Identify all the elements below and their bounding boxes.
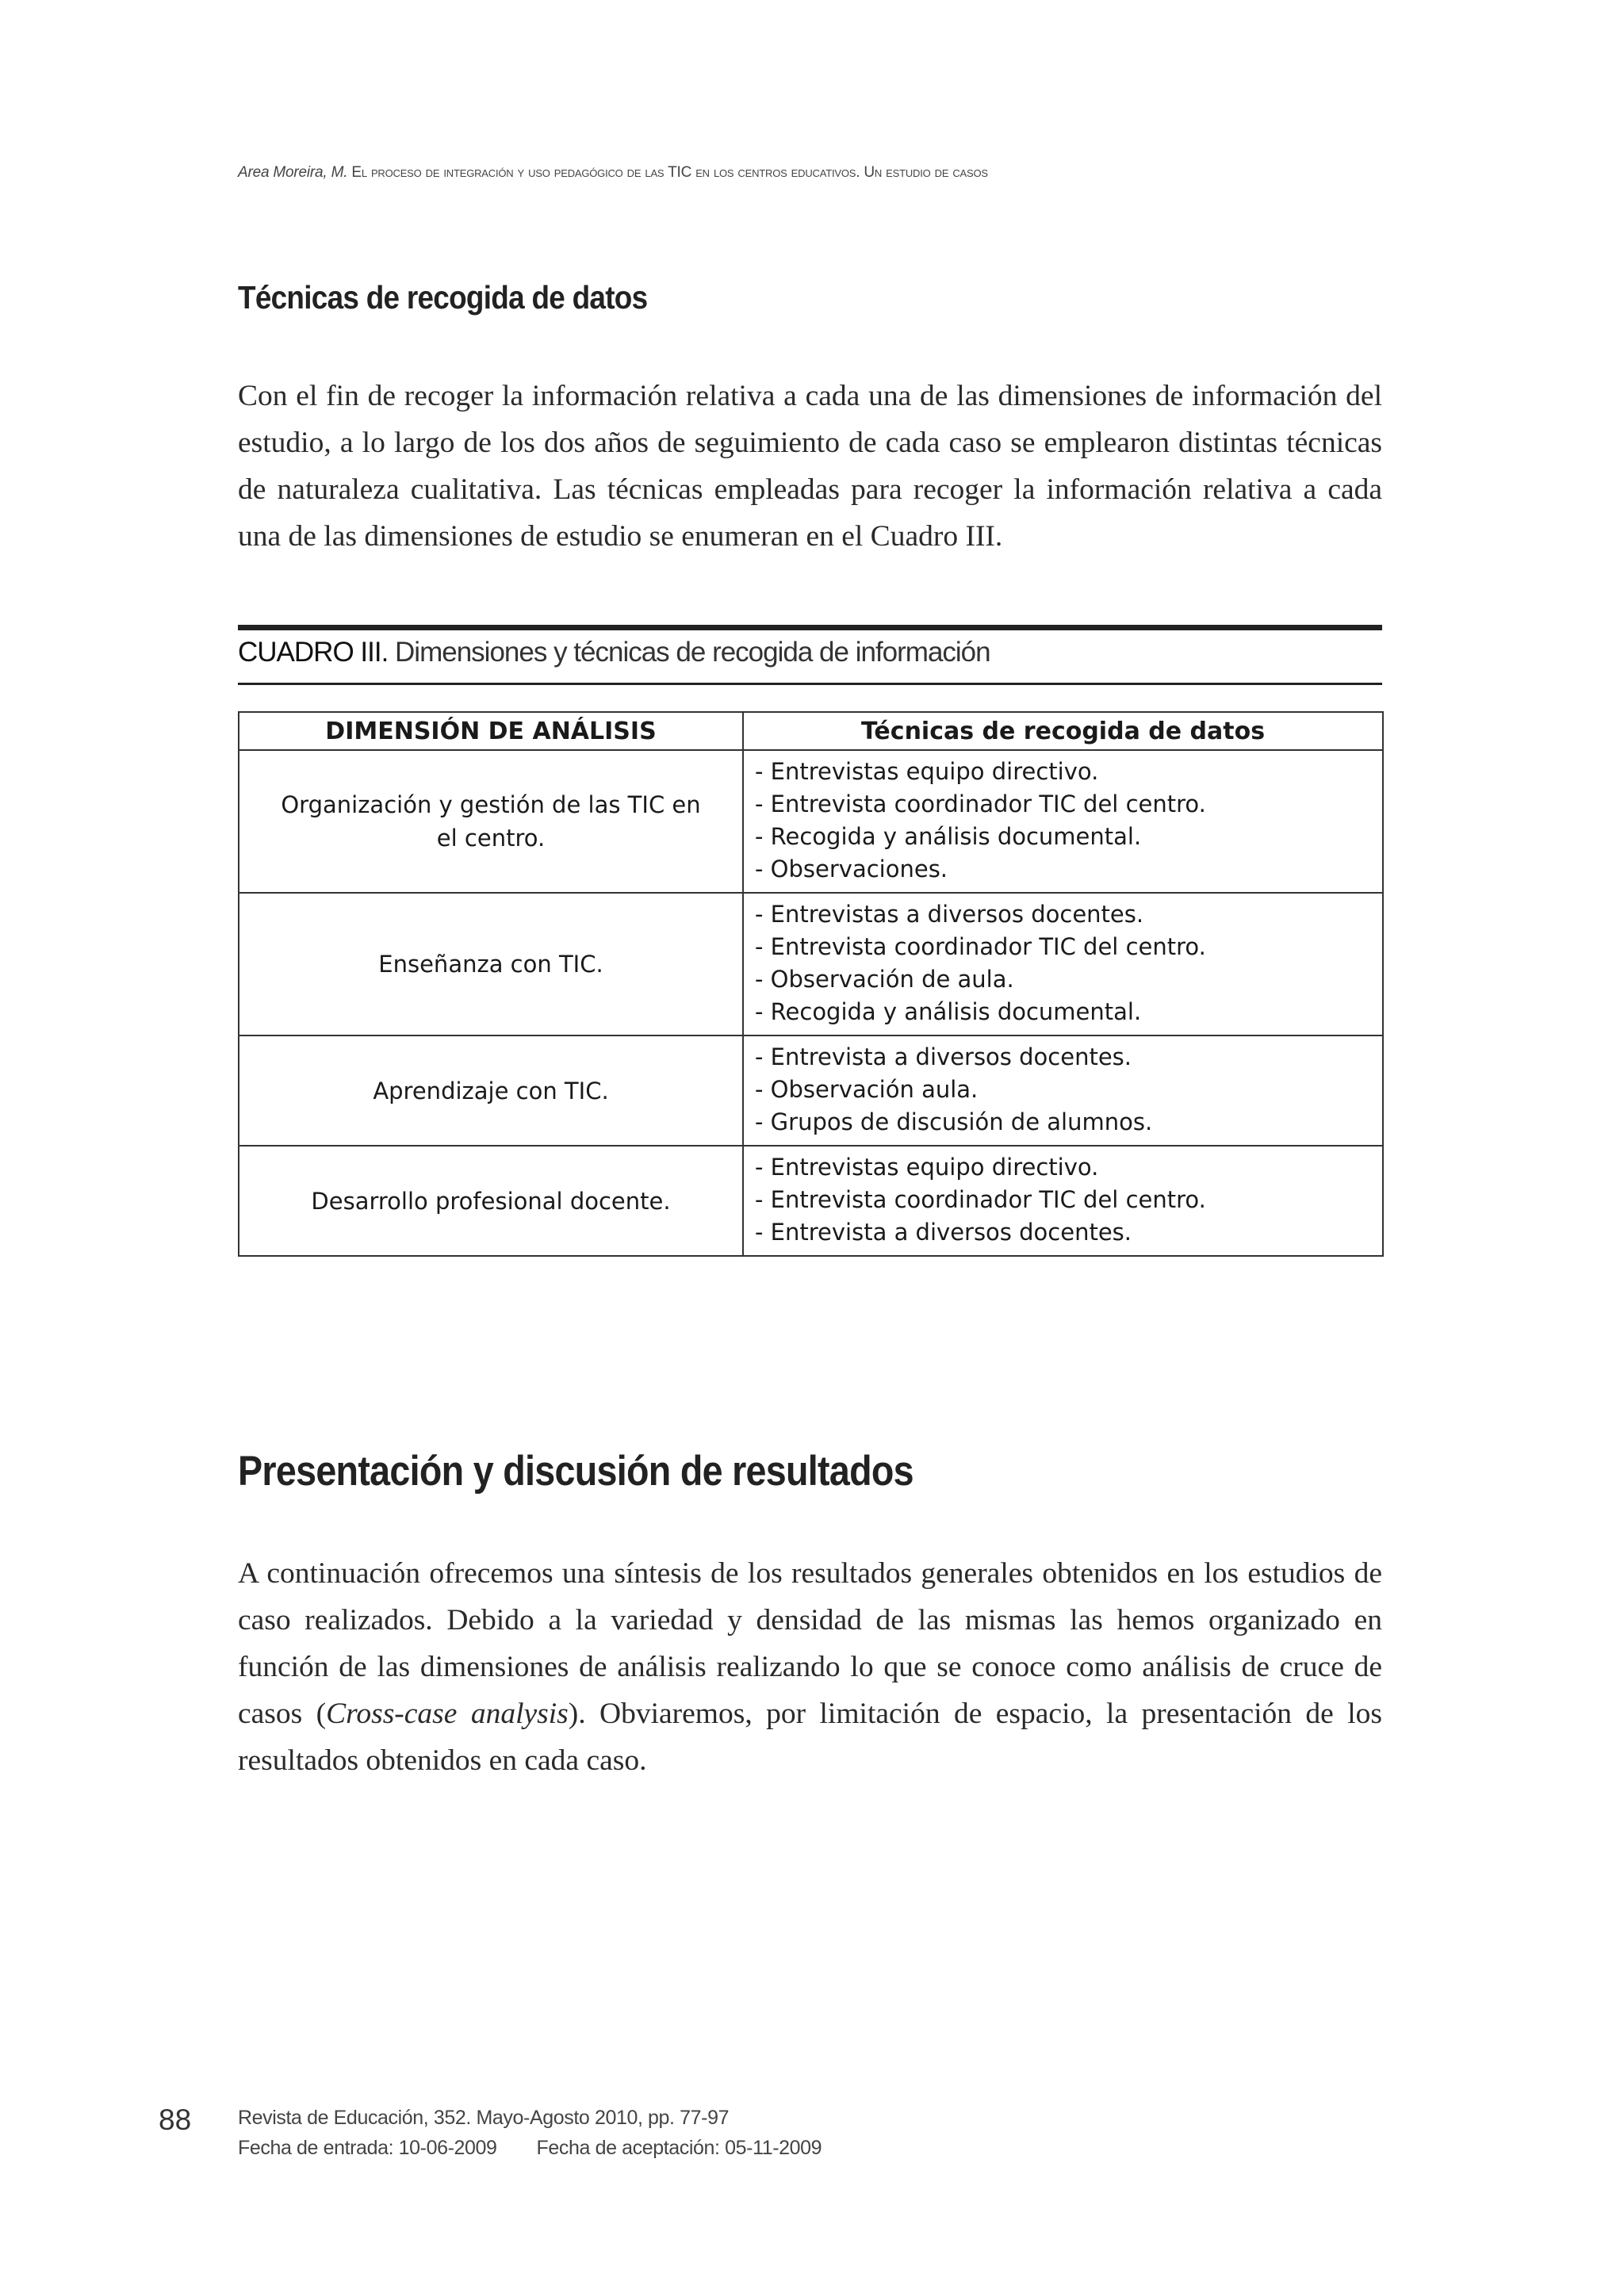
table-row xyxy=(239,1146,1383,1256)
section1-paragraph: Con el fin de recoger la información relativa a cada una de las dimensiones de información del estudio, a lo largo de los dos años de seguimiento de cada caso se emplearon distintas técnicas de naturaleza cualitativa. Las técnicas empleadas para recoger la información relativa a cada una de las dimensiones de estudio se enumeran en el Cuadro III. xyxy=(238,380,1382,553)
tecnica-item: - Entrevistas equipo directivo. xyxy=(755,1154,1099,1181)
tecnicas-cell xyxy=(743,893,1383,1035)
section-heading-tecnicas: Técnicas de recogida de datos xyxy=(238,279,648,316)
tecnicas-cell xyxy=(743,750,1383,893)
running-header-author: Area Moreira, M. xyxy=(238,164,348,181)
tecnica-item: - Entrevista coordinador TIC del centro. xyxy=(755,933,1206,960)
cuadro-table xyxy=(238,711,1384,1257)
tecnica-item: - Entrevistas equipo directivo. xyxy=(755,758,1099,785)
table-caption xyxy=(238,637,1382,668)
dimension-cell: Desarrollo profesional docente. xyxy=(239,1146,743,1256)
tecnicas-cell xyxy=(743,1035,1383,1146)
tecnica-item: - Entrevista a diversos docentes. xyxy=(755,1219,1132,1246)
running-header-title: El proceso de integración y uso pedagógico de las TIC en los centros educativos. Un estudio de casos xyxy=(351,164,988,181)
tecnica-item: - Observación de aula. xyxy=(755,966,1014,993)
table-row xyxy=(239,1035,1383,1146)
table-caption-text: Dimensiones y técnicas de recogida de información xyxy=(395,637,990,668)
tecnica-item: - Entrevistas a diversos docentes. xyxy=(755,901,1144,928)
page-number: 88 xyxy=(159,2104,192,2136)
tecnicas-cell xyxy=(743,1146,1383,1256)
tecnica-item: - Entrevista a diversos docentes. xyxy=(755,1043,1132,1070)
section2-paragraph-part2: ). Obviaremos, por limitación de espacio, la presentación de los resultados obtenidos en cada caso. xyxy=(238,1698,1382,1777)
tecnica-item: - Observaciones. xyxy=(755,856,948,882)
section2-paragraph-italic: Cross-case analysis xyxy=(326,1698,569,1730)
tecnica-item: - Recogida y análisis documental. xyxy=(755,823,1142,850)
dimension-cell: Enseñanza con TIC. xyxy=(239,893,743,1035)
table-caption-label: CUADRO III. xyxy=(238,637,389,668)
section2-paragraph xyxy=(238,1550,1382,1784)
tecnica-item: - Grupos de discusión de alumnos. xyxy=(755,1108,1153,1135)
footer-fecha-aceptacion: Fecha de aceptación: 05-11-2009 xyxy=(536,2137,822,2159)
tecnica-item: - Entrevista coordinador TIC del centro. xyxy=(755,790,1206,817)
section2-paragraph-part1: A continuación ofrecemos una síntesis de los resultados generales obtenidos en los estudios de caso realizados. Debido a la variedad y densidad de las mismas las hemos organizado en función de las dimensiones de análisis realizando lo que se conoce como análisis de cruce de casos ( xyxy=(238,1557,1382,1730)
table-row xyxy=(239,893,1383,1035)
footer-journal: Revista de Educación, 352. Mayo-Agosto 2010, pp. 77-97 xyxy=(238,2107,730,2129)
footer-dates xyxy=(238,2133,822,2163)
tecnica-item: - Observación aula. xyxy=(755,1076,979,1103)
table-header-row xyxy=(239,712,1383,750)
column-header-tecnicas: Técnicas de recogida de datos xyxy=(743,712,1383,750)
table-top-rule xyxy=(238,625,1382,630)
tecnica-item: - Recogida y análisis documental. xyxy=(755,998,1142,1025)
running-header xyxy=(238,164,1388,182)
section-heading-presentacion: Presentación y discusión de resultados xyxy=(238,1448,914,1495)
footer-fecha-entrada: Fecha de entrada: 10-06-2009 xyxy=(238,2137,497,2159)
dimension-cell: Organización y gestión de las TIC en el centro. xyxy=(239,750,743,893)
column-header-dimension: DIMENSIÓN DE ANÁLISIS xyxy=(239,712,743,750)
page-footer xyxy=(238,2103,822,2163)
dimension-cell: Aprendizaje con TIC. xyxy=(239,1035,743,1146)
table-caption-rule xyxy=(238,683,1382,685)
tecnica-item: - Entrevista coordinador TIC del centro. xyxy=(755,1186,1206,1213)
table-row xyxy=(239,750,1383,893)
